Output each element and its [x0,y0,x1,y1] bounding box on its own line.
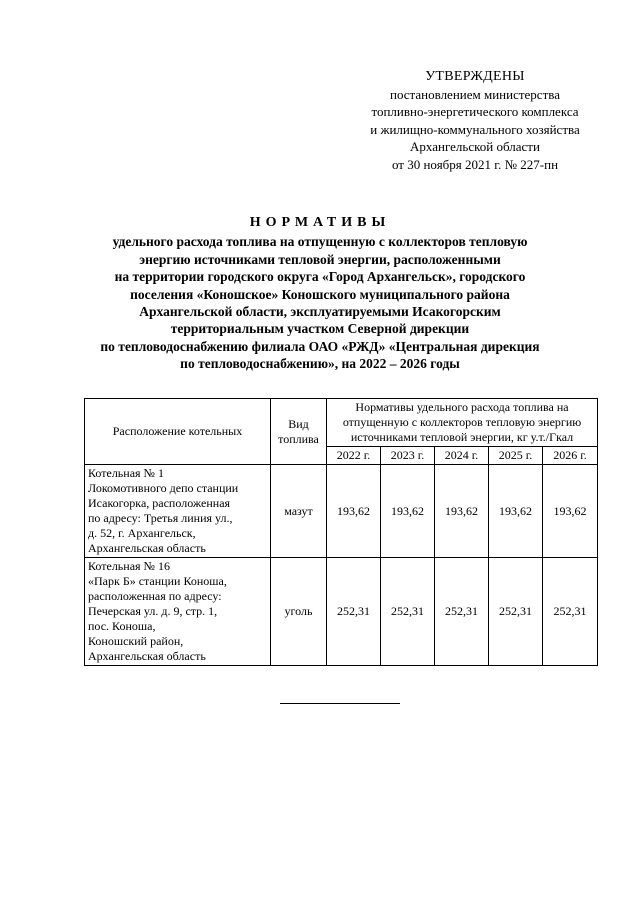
title-line: поселения «Коношское» Коношского муниципального района [130,286,510,302]
norm-value: 252,31 [489,558,543,666]
row-fuel: мазут [271,465,327,558]
year-header: 2026 г. [543,447,598,465]
norm-value: 193,62 [435,465,489,558]
approval-line: постановлением министерства [389,86,560,102]
title-line: энергию источниками тепловой энергии, расположенными [139,251,501,267]
location-line: по адресу: Третья линия ул., [88,511,233,525]
location-line: расположенная по адресу: [88,589,222,603]
closing-separator-line [280,703,400,704]
location-line: Архангельская область [88,649,206,663]
row-fuel: уголь [271,558,327,666]
approval-heading: УТВЕРЖДЕНЫ [425,69,525,84]
title-line: по тепловодоснабжению филиала ОАО «РЖД» «Центральная дирекция [100,338,540,354]
header-fuel: Вид топлива [271,399,327,465]
title-heading: НОРМАТИВЫ [249,215,391,230]
row-location [85,465,271,558]
year-header: 2022 г. [327,447,381,465]
header-location: Расположение котельных [85,399,271,465]
norm-value: 193,62 [489,465,543,558]
location-line: пос. Коноша, [88,619,156,633]
title-line: по тепловодоснабжению», на 2022 – 2026 годы [180,356,460,372]
approval-line: от 30 ноября 2021 г. № 227-пн [391,156,559,172]
approval-stamp [320,68,630,173]
norm-value: 252,31 [381,558,435,666]
norm-value: 252,31 [327,558,381,666]
year-header: 2025 г. [489,447,543,465]
table-row [85,465,598,558]
location-line: Котельная № 16 [88,559,170,573]
header-norms: Нормативы удельного расхода топлива на отпущенную с коллекторов тепловую энергию источниками тепловой энергии, кг у.т./Гкал [327,399,598,447]
title-line: территориальным участком Северной дирекции [170,321,470,337]
norm-value: 193,62 [327,465,381,558]
norms-table [84,398,598,666]
title-line: на территории городского округа «Город Архангельск», городского [114,269,526,285]
table-row [85,558,598,666]
location-line: Архангельская область [88,541,206,555]
title-line: удельного расхода топлива на отпущенную с коллекторов тепловую [112,234,528,250]
approval-line: топливно-энергетического комплекса [371,104,579,119]
location-line: Исакогорка, расположенная [88,496,231,510]
norm-value: 193,62 [543,465,598,558]
location-line: Печерская ул. д. 9, стр. 1, [88,604,218,618]
location-line: Котельная № 1 [88,466,164,480]
document-title [60,214,580,373]
norm-value: 252,31 [435,558,489,666]
location-line: «Парк Б» станции Коноша, [88,574,227,588]
location-line: д. 52, г. Архангельск, [88,526,196,540]
table-header-row [85,399,598,447]
row-location [85,558,271,666]
norm-value: 193,62 [381,465,435,558]
approval-line: и жилищно-коммунального хозяйства [370,121,580,137]
title-line: Архангельской области, эксплуатируемыми Исакогорским [139,304,501,320]
approval-line: Архангельской области [410,139,540,154]
year-header: 2023 г. [381,447,435,465]
year-header: 2024 г. [435,447,489,465]
location-line: Локомотивного депо станции [88,481,239,495]
location-line: Коношский район, [88,634,184,648]
norm-value: 252,31 [543,558,598,666]
